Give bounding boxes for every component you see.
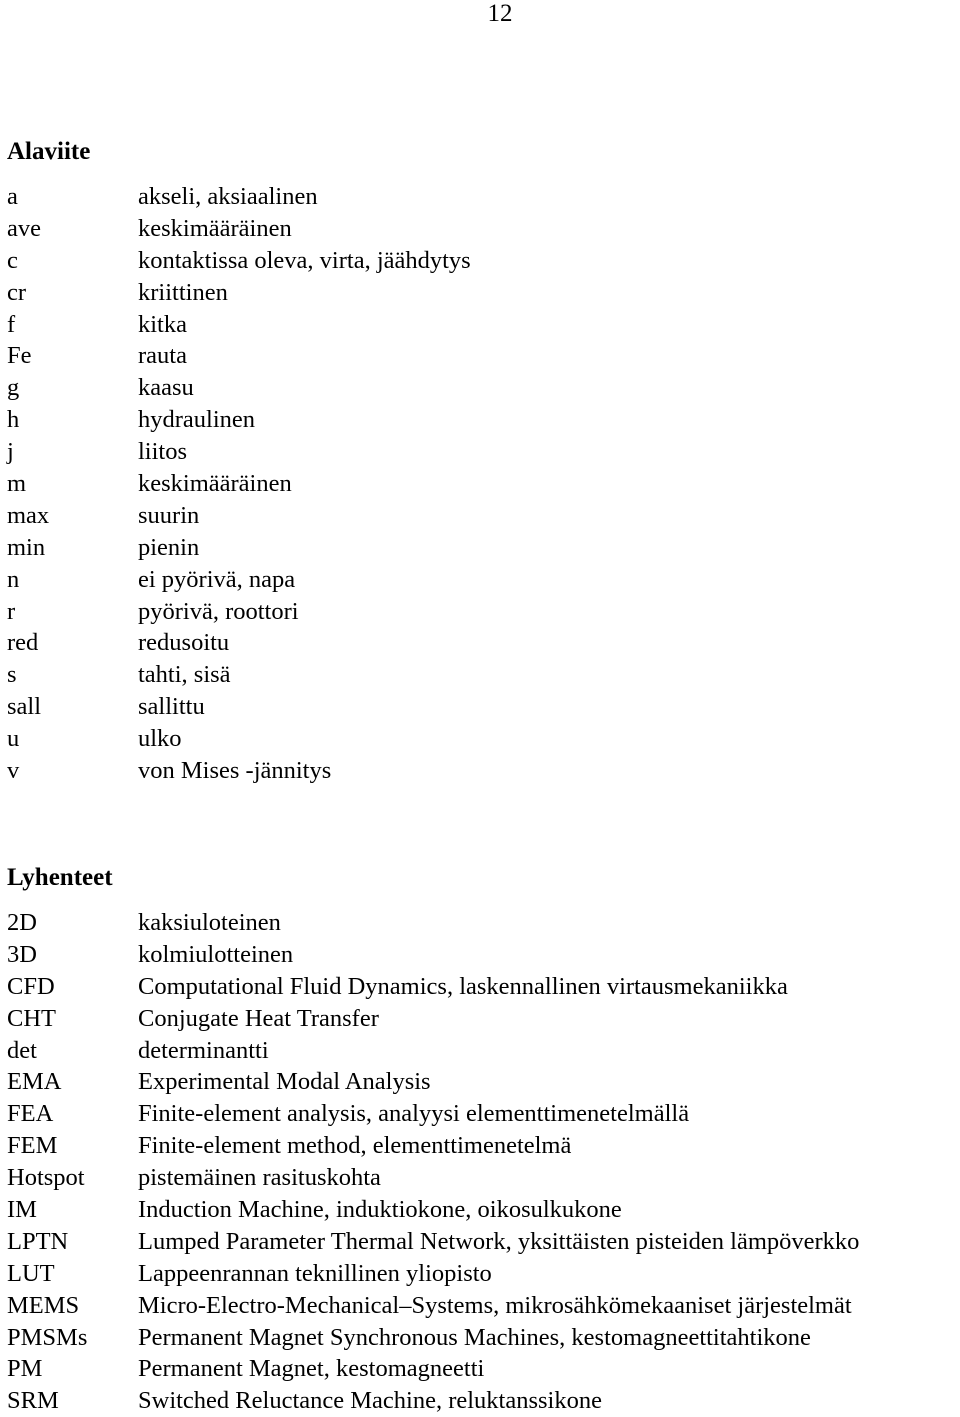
term-definition: pyörivä, roottori	[138, 597, 299, 625]
term-abbreviation: r	[7, 597, 16, 625]
term-definition: Computational Fluid Dynamics, laskennallinen virtausmekaniikka	[138, 972, 788, 1000]
term-definition: kaksiuloteinen	[138, 909, 281, 936]
term-definition: Conjugate Heat Transfer	[138, 1004, 379, 1032]
term-definition: Lappeenrannan teknillinen yliopisto	[138, 1259, 492, 1287]
list-item	[7, 659, 960, 691]
list-item	[7, 1162, 960, 1194]
term-definition: keskimääräinen	[138, 214, 292, 242]
list-item	[7, 1353, 960, 1385]
term-abbreviation: h	[7, 406, 20, 434]
term-abbreviation: c	[7, 246, 18, 274]
list-item	[7, 1258, 960, 1290]
list-item	[7, 939, 960, 971]
list-item	[7, 468, 960, 500]
list-item	[7, 1066, 960, 1098]
term-abbreviation: PM	[7, 1355, 43, 1383]
term-abbreviation: PMSMs	[7, 1323, 88, 1351]
list-item	[7, 213, 960, 245]
term-abbreviation: MEMS	[7, 1291, 80, 1319]
term-abbreviation: s	[7, 661, 17, 689]
term-definition: ulko	[138, 725, 182, 753]
term-abbreviation: cr	[7, 278, 27, 306]
list-item	[7, 564, 960, 596]
term-abbreviation: IM	[7, 1196, 37, 1224]
term-abbreviation: FEM	[7, 1132, 58, 1160]
term-abbreviation: j	[7, 438, 14, 466]
abbreviations-list	[7, 907, 960, 1417]
subscripts-list	[7, 181, 960, 787]
list-item	[7, 627, 960, 659]
term-abbreviation: min	[7, 533, 46, 561]
list-item	[7, 1098, 960, 1130]
term-abbreviation: FEA	[7, 1100, 54, 1128]
list-item	[7, 532, 960, 564]
term-abbreviation: LUT	[7, 1259, 55, 1287]
list-item	[7, 404, 960, 436]
page-number: 12	[487, 0, 513, 27]
term-definition: sallittu	[138, 693, 205, 721]
term-abbreviation: max	[7, 501, 50, 529]
term-definition: Permanent Magnet Synchronous Machines, kestomagneettitahtikone	[138, 1323, 811, 1351]
list-item	[7, 245, 960, 277]
term-definition: rauta	[138, 342, 187, 370]
list-item	[7, 436, 960, 468]
term-definition: determinantti	[138, 1036, 269, 1064]
term-definition: Experimental Modal Analysis	[138, 1068, 431, 1096]
term-definition: kriittinen	[138, 278, 228, 306]
list-item	[7, 277, 960, 309]
list-item	[7, 340, 960, 372]
list-item	[7, 1194, 960, 1226]
term-definition: Finite-element analysis, analyysi elementtimenetelmällä	[138, 1100, 690, 1128]
abbreviations-heading: Lyhenteet	[7, 864, 113, 891]
term-definition: liitos	[138, 438, 188, 466]
list-item	[7, 691, 960, 723]
term-definition: keskimääräinen	[138, 470, 292, 498]
term-definition: kitka	[138, 310, 187, 338]
term-abbreviation: a	[7, 183, 18, 210]
term-definition: kaasu	[138, 374, 194, 402]
list-item	[7, 755, 960, 787]
list-item	[7, 1003, 960, 1035]
list-item	[7, 1035, 960, 1067]
list-item	[7, 1290, 960, 1322]
term-abbreviation: Hotspot	[7, 1164, 85, 1192]
term-abbreviation: g	[7, 374, 20, 402]
list-item	[7, 1130, 960, 1162]
term-abbreviation: v	[7, 757, 20, 785]
term-abbreviation: EMA	[7, 1068, 62, 1096]
term-abbreviation: ave	[7, 214, 41, 242]
term-definition: Switched Reluctance Machine, reluktanssikone	[138, 1387, 602, 1415]
term-definition: redusoitu	[138, 629, 230, 657]
list-item	[7, 372, 960, 404]
term-abbreviation: m	[7, 470, 27, 498]
term-abbreviation: u	[7, 725, 20, 753]
term-abbreviation: Fe	[7, 342, 32, 370]
term-definition: Induction Machine, induktiokone, oikosulkukone	[138, 1196, 622, 1224]
list-item	[7, 309, 960, 341]
term-abbreviation: CFD	[7, 972, 55, 1000]
term-abbreviation: red	[7, 629, 39, 657]
list-item	[7, 596, 960, 628]
list-item	[7, 1322, 960, 1354]
list-item	[7, 181, 960, 213]
subscripts-heading: Alaviite	[7, 138, 91, 165]
list-item	[7, 1226, 960, 1258]
term-definition: tahti, sisä	[138, 661, 231, 689]
term-abbreviation: SRM	[7, 1387, 59, 1415]
term-definition: von Mises -jännitys	[138, 757, 332, 785]
term-abbreviation: sall	[7, 693, 42, 721]
list-item	[7, 907, 960, 939]
term-definition: pienin	[138, 533, 200, 561]
list-item	[7, 500, 960, 532]
term-definition: Lumped Parameter Thermal Network, yksittäisten pisteiden lämpöverkko	[138, 1227, 860, 1255]
term-abbreviation: LPTN	[7, 1227, 69, 1255]
term-definition: Permanent Magnet, kestomagneetti	[138, 1355, 485, 1383]
term-definition: suurin	[138, 501, 200, 529]
list-item	[7, 723, 960, 755]
term-definition: ei pyörivä, napa	[138, 565, 296, 593]
term-definition: pistemäinen rasituskohta	[138, 1164, 381, 1192]
term-abbreviation: f	[7, 310, 16, 338]
term-definition: hydraulinen	[138, 406, 256, 434]
list-item	[7, 1385, 960, 1417]
term-abbreviation: 3D	[7, 940, 37, 968]
term-abbreviation: CHT	[7, 1004, 56, 1032]
term-definition: kontaktissa oleva, virta, jäähdytys	[138, 246, 471, 274]
term-definition: Finite-element method, elementtimenetelmä	[138, 1132, 572, 1160]
term-abbreviation: n	[7, 565, 20, 593]
term-abbreviation: det	[7, 1036, 37, 1064]
term-definition: akseli, aksiaalinen	[138, 183, 318, 210]
term-definition: kolmiulotteinen	[138, 940, 294, 968]
term-definition: Micro-Electro-Mechanical–Systems, mikrosähkömekaaniset järjestelmät	[138, 1291, 852, 1319]
term-abbreviation: 2D	[7, 909, 37, 936]
list-item	[7, 971, 960, 1003]
